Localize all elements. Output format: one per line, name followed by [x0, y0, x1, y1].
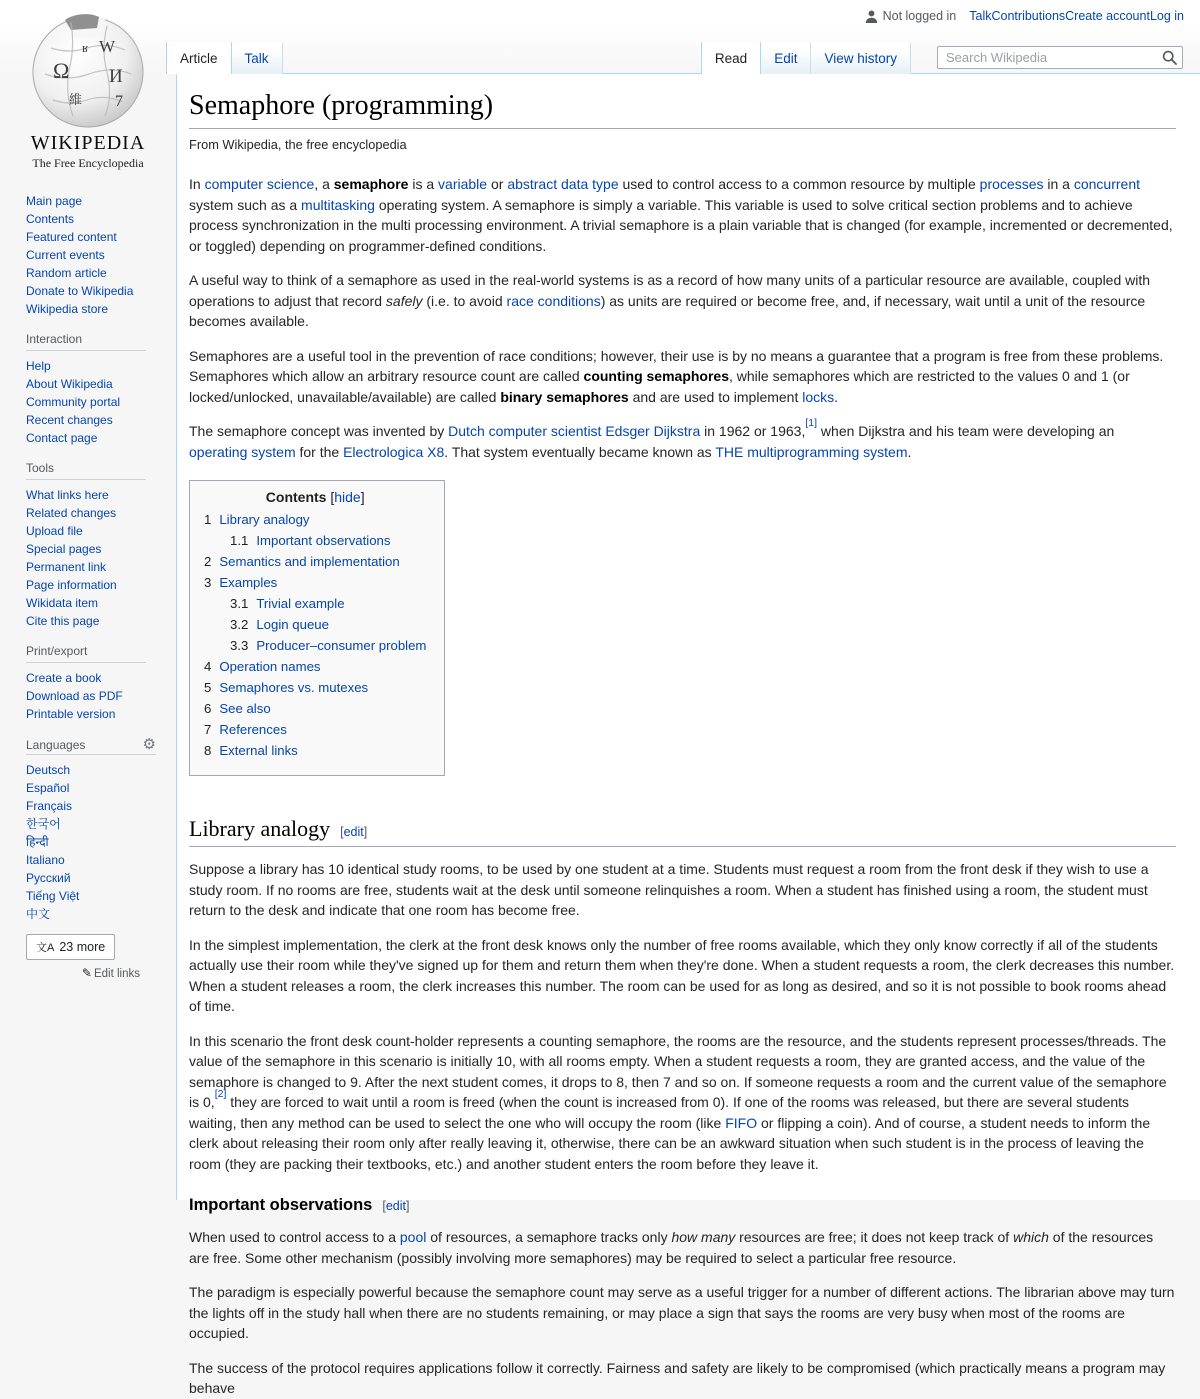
wiki-link[interactable]: race conditions [506, 292, 601, 309]
wiki-link[interactable]: multitasking [301, 196, 375, 213]
edit-links-button[interactable]: ✎ Edit links [81, 966, 140, 980]
intro-paragraphs [189, 174, 1176, 462]
toc-entry [204, 576, 426, 590]
toc-title: Contents [265, 489, 327, 505]
toc-entry [204, 597, 426, 611]
languages-portal [0, 737, 176, 980]
sidebar-link[interactable]: Special pages [26, 542, 102, 556]
language-link[interactable]: Русский [26, 871, 71, 885]
sidebar-link[interactable]: Community portal [26, 395, 121, 409]
toc-entry [204, 534, 426, 548]
edit-section-link[interactable]: edit [385, 1199, 407, 1213]
wiki-link[interactable]: pool [399, 1229, 427, 1245]
wiki-link[interactable]: FIFO [725, 1114, 758, 1131]
article-content [176, 74, 1200, 1396]
sidebar-portal-interaction [0, 332, 176, 445]
sidebar-portal-tools [0, 461, 176, 628]
toc-link[interactable]: Login queue [256, 617, 329, 632]
sidebar-link[interactable]: Page information [26, 578, 117, 592]
toc-number: 3 [204, 575, 212, 590]
wiki-link[interactable]: concurrent [1073, 176, 1140, 192]
toc-link[interactable]: Semantics and implementation [219, 554, 400, 569]
not-logged-in-label: Not logged in [882, 9, 957, 23]
navigation-portal [0, 195, 176, 316]
toc-link[interactable]: Library analogy [219, 512, 310, 527]
svg-text:W: W [99, 37, 116, 56]
tab-talk[interactable] [232, 43, 283, 74]
toc-number: 5 [204, 680, 212, 695]
puzzle-globe-icon [27, 8, 149, 130]
reference-link[interactable]: [2] [214, 1088, 227, 1101]
sidebar-link[interactable]: Cite this page [26, 614, 100, 628]
toc-number: 2 [204, 554, 212, 569]
personal-toolbar [865, 9, 1184, 23]
sidebar-link[interactable]: About Wikipedia [26, 377, 113, 391]
wiki-link[interactable]: abstract data type [507, 176, 619, 192]
sidebar-link[interactable]: Create a book [26, 671, 102, 685]
svg-text:7: 7 [115, 93, 123, 110]
portal-heading: Interaction [26, 332, 146, 351]
sidebar-link[interactable]: What links here [26, 488, 109, 502]
page-title: Semaphore (programming) [189, 90, 1176, 129]
toc-entry [204, 618, 426, 632]
wiki-link[interactable]: locks [802, 388, 835, 405]
sidebar-link[interactable]: Wikipedia store [26, 302, 109, 316]
wiki-link[interactable]: variable [438, 176, 488, 192]
tab-read[interactable] [701, 42, 761, 74]
toc-entry [204, 513, 426, 527]
sidebar-link[interactable]: Featured content [26, 230, 117, 244]
toc-entry [204, 639, 426, 653]
tab-view-history[interactable] [811, 43, 911, 74]
toc-link[interactable]: Important observations [256, 533, 391, 548]
personal-links [969, 9, 1184, 23]
toc-link[interactable]: References [219, 722, 287, 737]
view-tabs [701, 42, 911, 74]
svg-text:Ω: Ω [53, 58, 70, 83]
wiki-link[interactable]: operating system [189, 443, 296, 460]
toc-number: 6 [204, 701, 212, 716]
wiki-link[interactable]: Dutch computer scientist Edsger Dijkstra [448, 423, 701, 439]
tab-label[interactable]: View history [824, 51, 897, 66]
toc-link[interactable]: Semaphores vs. mutexes [219, 680, 369, 695]
toc-link[interactable]: Trivial example [256, 596, 345, 611]
languages-heading: Languages [26, 737, 86, 752]
tab-article[interactable] [166, 42, 232, 74]
paragraph: Suppose a library has 10 identical study rooms, to be used by one student at a time. Students must request a room from the front desk if they wish to use a study room. If no rooms are free, students wait at the desk until someone relinquishes a room. When a student has finished using a room, the student must return to the desk and indicate that one room has become free. [189, 861, 1149, 918]
toc-link[interactable]: See also [219, 701, 271, 716]
toc-link[interactable]: Operation names [219, 659, 321, 674]
sidebar-link[interactable]: Download as PDF [26, 689, 123, 703]
reference-link[interactable]: [1] [805, 417, 818, 430]
wiki-link[interactable]: processes [979, 176, 1044, 192]
personal-link[interactable]: Talk [969, 9, 992, 23]
language-link[interactable]: Español [26, 781, 70, 795]
table-of-contents: Contents [hide] 1 Library analogy 1.1 Important observations 2 Semantics and implementation 3 Examples 3.1 Trivial example 3.2 Login queue 3.3 Producer–consumer problem 4 Operation names 5 Semaphores vs. mutexes 6 See also 7 References 8 External links [189, 480, 445, 776]
sidebar-link[interactable]: Wikidata item [26, 596, 99, 610]
sidebar-link[interactable]: Permanent link [26, 560, 107, 574]
personal-link[interactable]: Contributions [991, 9, 1066, 23]
toc-entry [204, 702, 426, 716]
toc-number: 3.2 [230, 617, 249, 632]
toc-number: 7 [204, 722, 212, 737]
sidebar-link[interactable]: Printable version [26, 707, 116, 721]
search-input[interactable] [937, 46, 1183, 69]
namespace-tabs [166, 42, 283, 74]
language-link[interactable]: Français [26, 799, 73, 813]
language-link[interactable]: Deutsch [26, 763, 71, 777]
edit-section-link[interactable]: edit [343, 825, 364, 839]
sidebar-link[interactable]: Donate to Wikipedia [26, 284, 134, 298]
user-icon [865, 10, 878, 23]
sidebar [0, 0, 176, 980]
tab-label[interactable]: Edit [774, 51, 798, 66]
site-subtitle: From Wikipedia, the free encyclopedia [189, 137, 407, 152]
language-link[interactable]: Tiếng Việt [26, 889, 80, 903]
svg-text:И: И [109, 66, 123, 87]
wikipedia-tagline: The Free Encyclopedia [32, 156, 144, 170]
sidebar-link[interactable]: Help [26, 359, 51, 373]
toc-number: 1 [204, 512, 212, 527]
paragraph: When used to control access to a pool of resources, a semaphore tracks only how many resources are free; it does not keep track of which of the resources are free. Some other mechanism (possibly involving more semaphores) may be required to select a particular free resource. [189, 1229, 1154, 1266]
toc-link[interactable]: Producer–consumer problem [256, 638, 427, 653]
portal-heading: Tools [26, 461, 146, 480]
wiki-link[interactable]: THE multiprogramming system [715, 443, 908, 460]
personal-link[interactable]: Log in [1149, 9, 1184, 23]
toc-number: 1.1 [230, 533, 249, 548]
search-icon[interactable] [1162, 50, 1177, 65]
svg-text:ʁ: ʁ [82, 40, 89, 55]
wiki-link[interactable]: Electrologica X8 [343, 443, 445, 460]
toc-link[interactable]: External links [219, 743, 298, 758]
paragraph: In this scenario the front desk count-holder represents a counting semaphore, the rooms are the resource, and the students represent processes/threads. The value of the semaphore in this scenario is initially 10, with all rooms empty. When a student requests a room, they are granted access, and the value of the semaphore is changed to 9. After the next student comes, it drops to 8, then 7 and so on. If someone requests a room and the current value of the semaphore is 0,[2] they are forced to wait until a room is freed (when the count is increased from 0). If one of the rooms was released, but there are several students waiting, then any method can be used to select the one who will occupy the room (like FIFO or flipping a coin). And of course, a student needs to inform the clerk about releasing their room only after really leaving it, otherwise, there can be an awkward situation when such student is in the process of leaving the room (they are packing their textbooks, etc.) and another student enters the room before they leave it. [189, 1032, 1167, 1172]
gear-icon[interactable]: ⚙ [142, 736, 156, 753]
paragraph: A useful way to think of a semaphore as used in the real-world systems is as a record of how many units of a particular resource are available, coupled with operations to adjust that record safely (i.e. to avoid race conditions) as units are required or become free, and, if necessary, wait until a unit of the resource becomes available. [189, 272, 1151, 329]
tab-label[interactable]: Talk [244, 51, 269, 66]
tab-label[interactable]: Read [714, 50, 748, 66]
sidebar-link[interactable]: Contact page [26, 431, 98, 445]
toc-entry [204, 723, 426, 737]
wikipedia-wordmark: WIKIPEDIA [30, 132, 146, 154]
toc-entry [204, 660, 426, 674]
wikipedia-logo[interactable] [8, 8, 168, 171]
svg-text:維: 維 [69, 93, 83, 108]
toc-entry [204, 681, 426, 695]
portal-heading: Print/export [26, 644, 146, 663]
paragraph: The success of the protocol requires applications follow it correctly. Fairness and safety are likely to be compromised (which practically means a program may behave [189, 1359, 1166, 1396]
paragraph: In the simplest implementation, the clerk at the front desk knows only the number of free rooms available, which they only know correctly if all of the students actually use their room while they've signed up for them and return them when they're done. When a student requests a room, the clerk decreases this number. When a student releases a room, the clerk increases this number. The room can be used for as long as desired, and so it is not possible to book rooms ahead of time. [189, 936, 1175, 1014]
language-link[interactable]: Italiano [26, 853, 65, 867]
sidebar-link[interactable]: Related changes [26, 506, 117, 520]
toc-link[interactable]: Examples [219, 575, 278, 590]
pencil-icon: ✎ [81, 966, 92, 980]
section-heading-library-analogy: Library analogy [edit] [189, 816, 1176, 847]
tab-edit[interactable] [761, 43, 811, 74]
library-analogy-paragraphs [189, 859, 1176, 1174]
sidebar-link[interactable]: Recent changes [26, 413, 113, 427]
language-icon: 文A [36, 942, 55, 954]
section-heading-important-observations: Important observations [edit] [189, 1196, 410, 1214]
language-link[interactable]: 한국어 [26, 817, 61, 831]
language-link[interactable]: हिन्दी [26, 835, 49, 849]
toc-hide-toggle[interactable]: hide [334, 489, 361, 505]
toc-number: 4 [204, 659, 212, 674]
paragraph: In computer science, a semaphore is a variable or abstract data type used to control access to a common resource by multiple processes in a concurrent system such as a multitasking operating system. A semaphore is simply a variable. This variable is used to solve critical section problems and to achieve process synchronization in the multi processing environment. A trivial semaphore is a plain variable that is changed (for example, incremented or decremented, or toggled) depending on programmer-defined conditions. [189, 176, 1173, 254]
wiki-link[interactable]: computer science [204, 176, 315, 192]
language-link[interactable]: 中文 [26, 907, 51, 921]
sidebar-link[interactable]: Upload file [26, 524, 83, 538]
sidebar-link[interactable]: Main page [26, 194, 83, 208]
sidebar-link[interactable]: Current events [26, 248, 105, 262]
toc-number: 3.1 [230, 596, 249, 611]
paragraph: The semaphore concept was invented by Dutch computer scientist Edsger Dijkstra in 1962 or 1963,[1] when Dijkstra and his team were developing an operating system for the Electrologica X8. That system eventually became known as THE multiprogramming system. [189, 417, 1115, 460]
toc-number: 8 [204, 743, 212, 758]
tab-label[interactable]: Article [180, 50, 218, 66]
sidebar-link[interactable]: Contents [26, 212, 75, 226]
toc-entry [204, 555, 426, 569]
paragraph: Semaphores are a useful tool in the prevention of race conditions; however, their use is by no means a guarantee that a program is free from these problems. Semaphores which allow an arbitrary resource count are called counting semaphores, while semaphores which are restricted to the values 0 and 1 (or locked/unlocked, unavailable/available) are called binary semaphores and are used to implement locks. [189, 347, 1164, 405]
more-languages-button[interactable]: 文A 23 more [26, 934, 115, 960]
toc-number: 3.3 [230, 638, 249, 653]
important-observations-paragraphs [189, 1227, 1176, 1399]
sidebar-link[interactable]: Random article [26, 266, 107, 280]
search-box [937, 46, 1183, 69]
paragraph: The paradigm is especially powerful because the semaphore count may serve as a useful trigger for a number of different actions. The librarian above may turn the lights off in the study hall when there are no students remaining, or may place a sign that says the rooms are very busy when most of the rooms are occupied. [189, 1284, 1175, 1341]
personal-link[interactable]: Create account [1065, 9, 1150, 23]
sidebar-portals [0, 332, 176, 721]
toc-entry [204, 744, 426, 758]
sidebar-portal-print-export [0, 644, 176, 721]
